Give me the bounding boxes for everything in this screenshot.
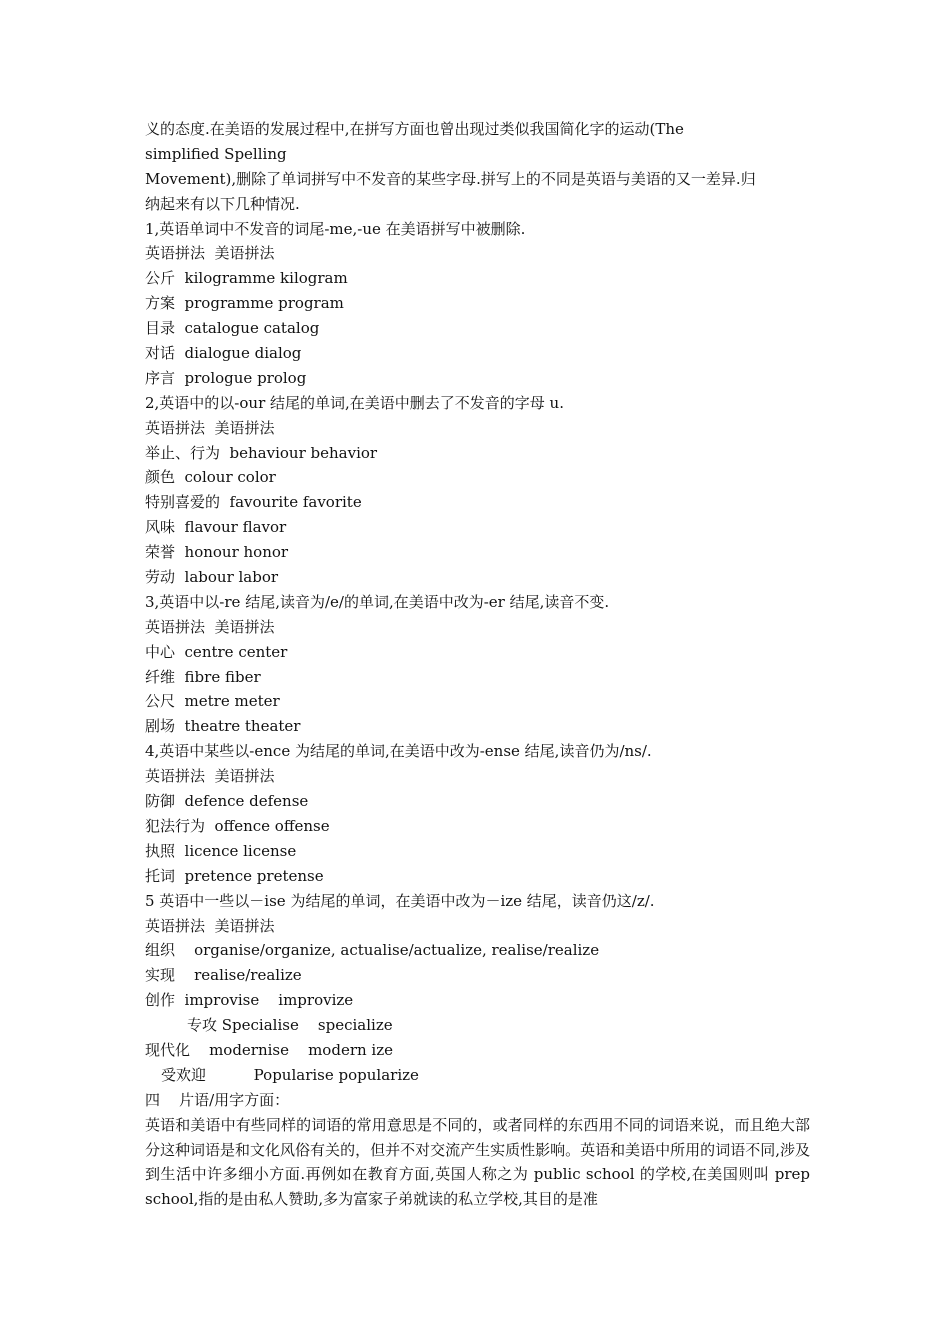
section-3-row: 剧场 theatre theater bbox=[145, 717, 301, 736]
section-1-row: 目录 catalogue catalog bbox=[145, 319, 320, 338]
section-2-row: 特别喜爱的 favourite favorite bbox=[145, 493, 362, 512]
section-4-row: 托词 pretence pretense bbox=[145, 866, 324, 885]
intro-line-3: Movement),删除了单词拼写中不发音的某些字母.拼写上的不同是英语与美语的又一差异.归 bbox=[145, 169, 756, 188]
intro-line-4: 纳起来有以下几种情况. bbox=[145, 194, 300, 213]
section-2-row: 颜色 colour color bbox=[145, 468, 276, 487]
section-2-row: 劳动 labour labor bbox=[145, 568, 279, 587]
section-heading-four: 四 片语/用字方面： bbox=[145, 1090, 290, 1109]
section-1-title: 1,英语单词中不发音的词尾-me,-ue 在美语拼写中被删除. bbox=[145, 219, 526, 238]
section-2-row: 风味 flavour flavor bbox=[145, 518, 287, 537]
section-5-row: 现代化 modernise modern ize bbox=[145, 1040, 393, 1059]
section-3-title: 3,英语中以-re 结尾,读音为/e/的单词,在美语中改为-er 结尾,读音不变. bbox=[145, 592, 610, 611]
section-5-row: 创作 improvise improvize bbox=[145, 991, 354, 1010]
section-1-header: 英语拼法 美语拼法 bbox=[145, 244, 275, 263]
section-2-row: 荣誉 honour honor bbox=[145, 543, 289, 562]
section-5-row: 实现 realise/realize bbox=[145, 966, 302, 985]
section-4-row: 防御 defence defense bbox=[145, 792, 309, 811]
section-1-row: 公斤 kilogramme kilogram bbox=[145, 269, 348, 288]
intro-line-1: 义的态度.在美语的发展过程中,在拼写方面也曾出现过类似我国简化字的运动(The bbox=[145, 120, 684, 138]
section-3-row: 公尺 metre meter bbox=[145, 692, 280, 711]
section-3-row: 中心 centre center bbox=[145, 642, 288, 661]
section-1-row: 序言 prologue prolog bbox=[145, 368, 307, 387]
section-4-row: 执照 licence license bbox=[145, 841, 297, 860]
section-2-title: 2,英语中的以-our 结尾的单词,在美语中删去了不发音的字母 u. bbox=[145, 393, 564, 412]
section-5-title: 5 英语中一些以－ise 为结尾的单词，在美语中改为－ize 结尾，读音仍这/z/. bbox=[145, 891, 655, 910]
document-page bbox=[145, 117, 810, 1212]
section-2-row: 举止、行为 behaviour behavior bbox=[145, 443, 378, 462]
closing-paragraph: 英语和美语中有些同样的词语的常用意思是不同的，或者同样的东西用不同的词语来说，而且绝大部分这种词语是和文化风俗有关的，但并不对交流产生实质性影响。英语和美语中所用的词语不同,涉及到生活中许多细小方面.再例如在教育方面,英国人称之为 public school 的学校,在美国则叫 prep school,指的是由私人赞助,多为富家子弟就读的私立学校,其目的是准 bbox=[145, 1115, 810, 1209]
section-5-header: 英语拼法 美语拼法 bbox=[145, 916, 275, 935]
section-2-header: 英语拼法 美语拼法 bbox=[145, 418, 275, 437]
section-3-header: 英语拼法 美语拼法 bbox=[145, 617, 275, 636]
section-1-row: 对话 dialogue dialog bbox=[145, 344, 302, 363]
intro-line-2: simplified Spelling bbox=[145, 144, 287, 163]
section-5-row: 专攻 Specialise specialize bbox=[187, 1016, 393, 1035]
section-3-row: 纤维 fibre fiber bbox=[145, 667, 261, 686]
section-4-header: 英语拼法 美语拼法 bbox=[145, 767, 275, 786]
section-5-row: 受欢迎 Popularise popularize bbox=[161, 1065, 419, 1084]
section-4-title: 4,英语中某些以-ence 为结尾的单词,在美语中改为-ense 结尾,读音仍为/ns/. bbox=[145, 742, 652, 761]
section-1-row: 方案 programme program bbox=[145, 294, 344, 313]
section-5-row: 组织 organise/organize, actualise/actualize, realise/realize bbox=[145, 941, 600, 960]
section-4-row: 犯法行为 offence offense bbox=[145, 816, 330, 835]
